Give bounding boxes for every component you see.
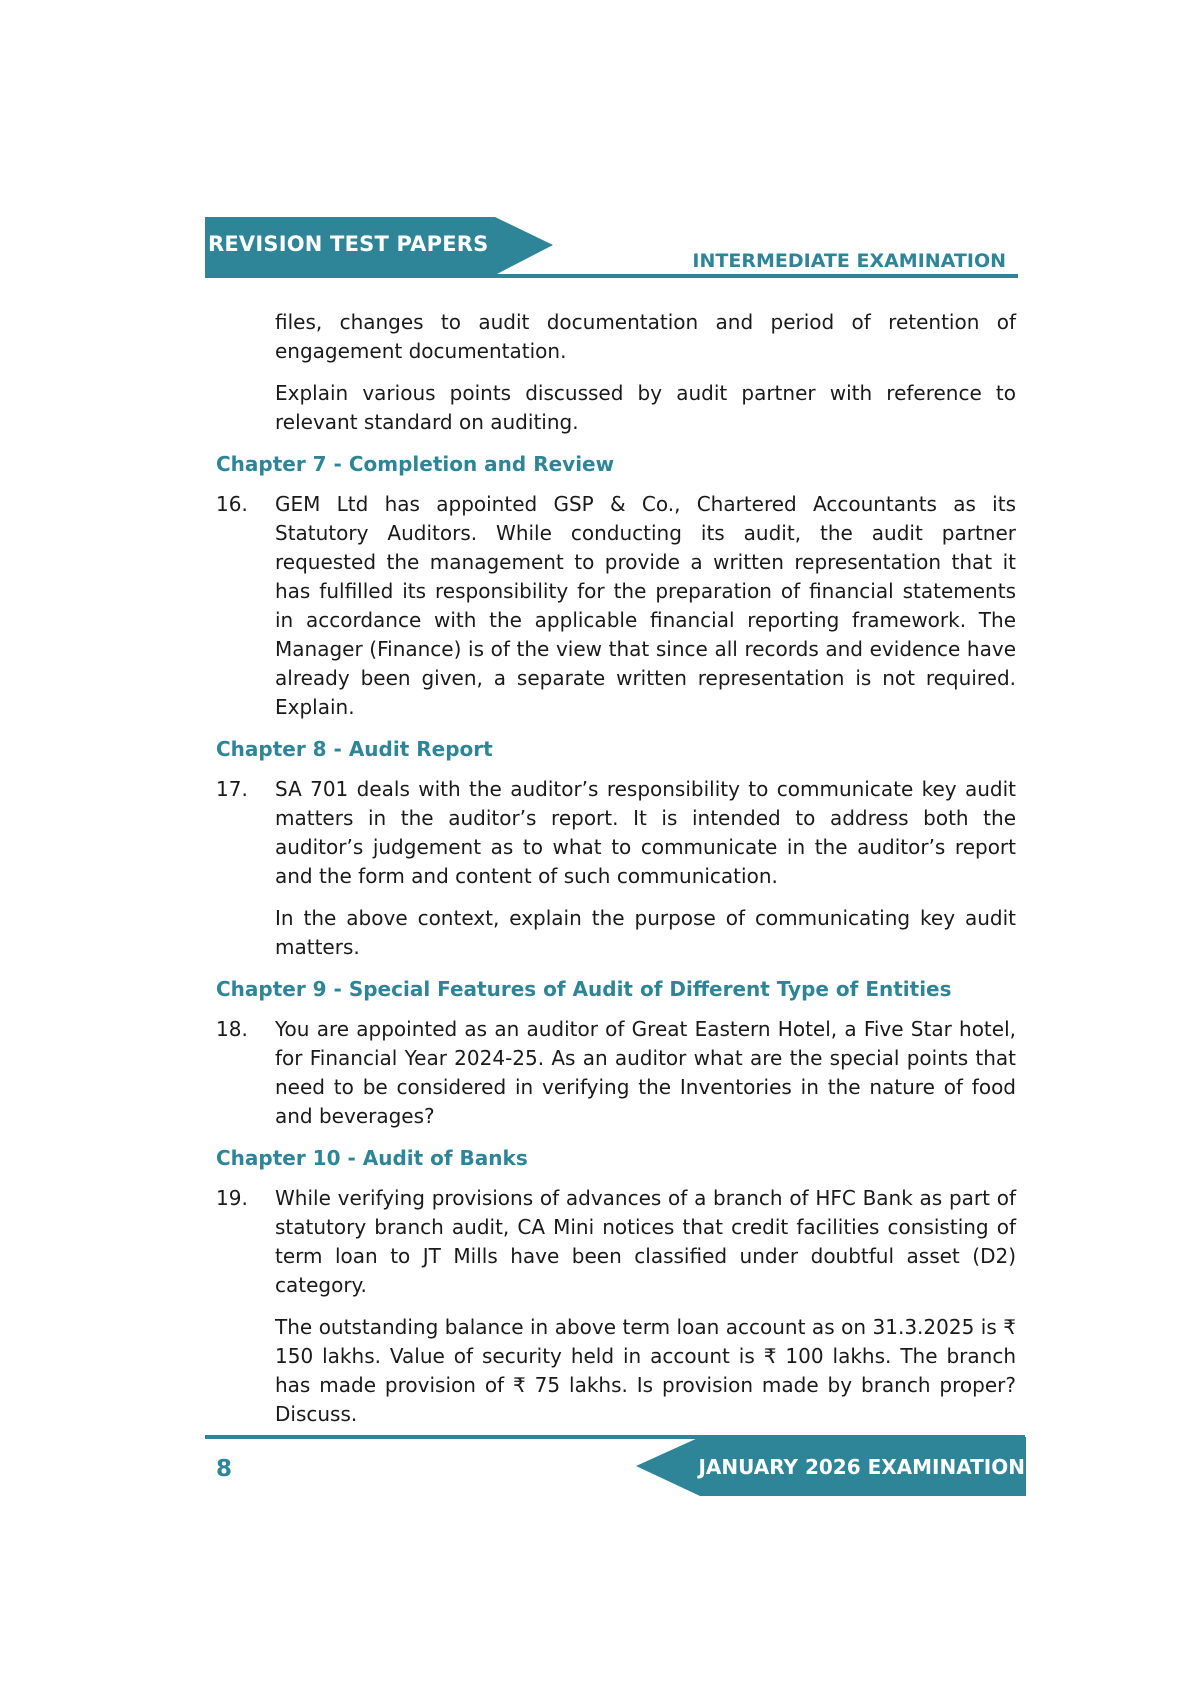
question-text: While verifying provisions of advances of a branch of HFC Bank as part of statutory branch audit, CA Mini notices that credit facilities consisting of term loan to JT Mills have been classified under doubtful asset (D2) category.: [275, 1186, 1016, 1297]
chapter-9-heading: Chapter 9 - Special Features of Audit of Different Type of Entities: [216, 977, 952, 1001]
question-17: [216, 775, 1016, 891]
question-number: 17.: [216, 777, 248, 801]
header-right-title: INTERMEDIATE EXAMINATION: [692, 250, 1006, 272]
question-18: [216, 1015, 1016, 1131]
question-text: SA 701 deals with the auditor’s responsibility to communicate key audit matters in the auditor’s report. It is intended to address both the auditor’s judgement as to what to communicate in the auditor’s report and the form and content of such communication.: [275, 777, 1016, 888]
header-left-title: REVISION TEST PAPERS: [208, 232, 489, 256]
question-number: 16.: [216, 492, 248, 516]
question-16: [216, 490, 1016, 722]
question-number: 19.: [216, 1186, 248, 1210]
intro-paragraph-1: files, changes to audit documentation and period of retention of engagement documentation.: [275, 310, 1016, 363]
question-19-paragraph-2: The outstanding balance in above term loan account as on 31.3.2025 is ₹ 150 lakhs. Value of security held in account is ₹ 100 lakhs. The branch has made provision of ₹ 75 lakhs. Is provision made by branch proper? Discuss.: [275, 1315, 1016, 1426]
header-rule: [205, 274, 1018, 278]
page-content: [216, 308, 1016, 1442]
page-number: 8: [216, 1456, 233, 1482]
chapter-8-heading: Chapter 8 - Audit Report: [216, 737, 493, 761]
chapter-7-heading: Chapter 7 - Completion and Review: [216, 452, 615, 476]
question-text: You are appointed as an auditor of Great Eastern Hotel, a Five Star hotel, for Financial Year 2024-25. As an auditor what are the special points that need to be considered in verifying the Inventories in the nature of food and beverages?: [275, 1017, 1016, 1128]
question-17-paragraph-2: In the above context, explain the purpose of communicating key audit matters.: [275, 906, 1016, 959]
chapter-10-heading: Chapter 10 - Audit of Banks: [216, 1146, 528, 1170]
question-number: 18.: [216, 1017, 248, 1041]
intro-paragraph-2: Explain various points discussed by audit partner with reference to relevant standard on auditing.: [275, 381, 1016, 434]
question-text: GEM Ltd has appointed GSP & Co., Chartered Accountants as its Statutory Auditors. While conducting its audit, the audit partner requested the management to provide a written representation that it has fulfilled its responsibility for the preparation of financial statements in accordance with the applicable financial reporting framework. The Manager (Finance) is of the view that since all records and evidence have already been given, a separate written representation is not required. Explain.: [275, 492, 1016, 719]
footer-exam-label: JANUARY 2026 EXAMINATION: [698, 1455, 1025, 1479]
question-19: [216, 1184, 1016, 1300]
